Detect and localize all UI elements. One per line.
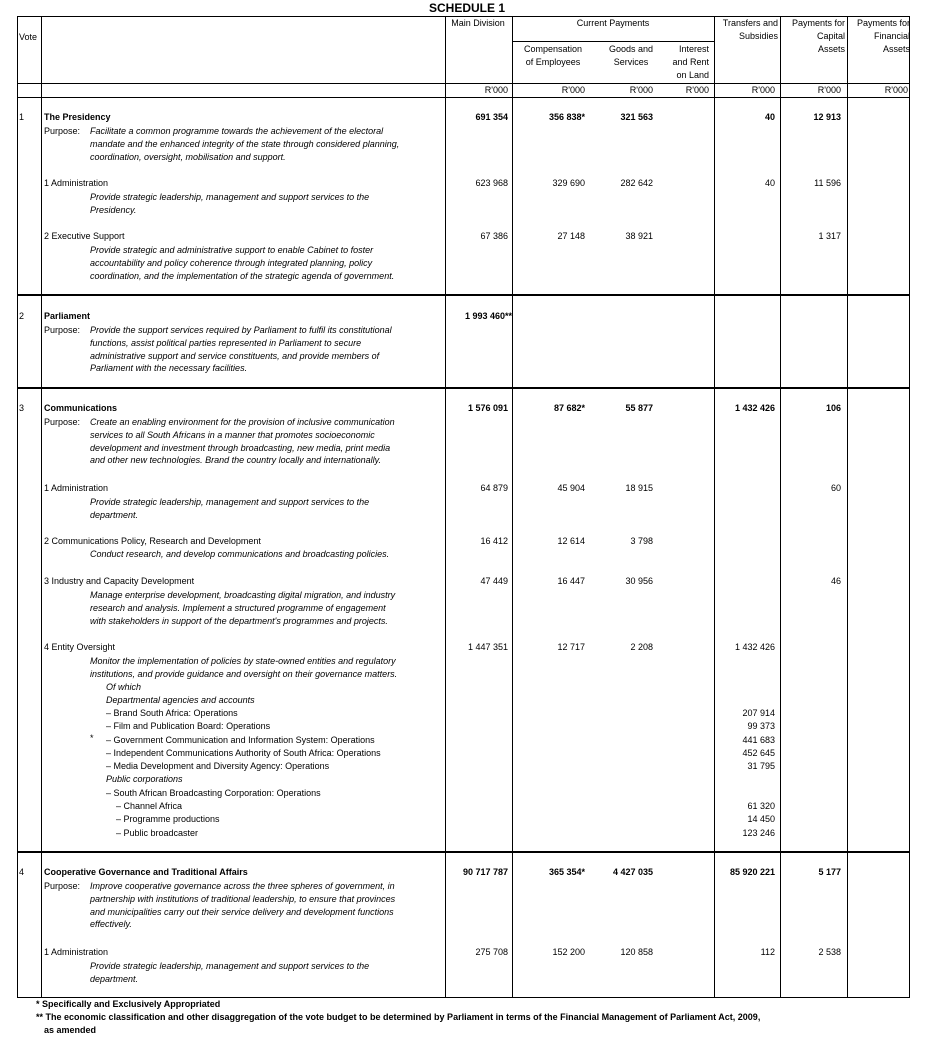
entity-value: 99 373: [747, 721, 775, 732]
compensation-header: Compensation: [523, 44, 583, 54]
capital-header: Capital: [816, 31, 845, 41]
programme-cap: 2 538: [818, 947, 841, 957]
programme-cap: 46: [830, 576, 841, 586]
interest-header: and Rent: [672, 57, 709, 67]
programme-main: 67 386: [480, 231, 508, 241]
pub-heading: Public corporations: [106, 774, 183, 784]
entity-label: – Channel Africa: [116, 801, 183, 811]
programme-desc: coordination, and the implementation of the strategic agenda of government.: [90, 270, 395, 281]
entity-value: 61 320: [747, 801, 775, 811]
programme-goods: 30 956: [625, 576, 653, 586]
programme-main: 623 968: [475, 178, 508, 188]
programme-desc: Provide strategic leadership, management and support services to the: [90, 961, 370, 971]
financial-header: Financial: [873, 31, 910, 41]
entity-value: 452 645: [742, 747, 775, 758]
purpose-text: Facilitate a common programme towards the achievement of the electoral: [90, 126, 384, 136]
vote-name: Communications: [44, 403, 118, 413]
entity-value: 441 683: [742, 734, 775, 745]
purpose-label: Purpose:: [44, 126, 81, 136]
vote-1-comp: 356 838*: [548, 112, 585, 122]
purpose-text: coordination, oversight, mobilisation and support.: [90, 151, 286, 162]
programme-comp: 27 148: [557, 231, 585, 241]
programme-comp: 152 200: [552, 947, 585, 957]
vote-1-goods: 321 563: [620, 112, 653, 122]
vote-1-cap: 12 913: [813, 112, 841, 122]
purpose-text: Create an enabling environment for the provision of inclusive communication: [90, 417, 395, 427]
purpose-text: administrative support and service constituents, and provide members of: [90, 350, 380, 361]
capital-header: Payments for: [791, 18, 845, 28]
unit-label: R'000: [884, 85, 908, 95]
purpose-text: effectively.: [90, 919, 132, 930]
entity-value: 123 246: [742, 827, 775, 838]
programme-trans: 1 432 426: [734, 642, 775, 652]
programme-name: 4 Entity Oversight: [44, 642, 116, 652]
unit-label: R'000: [751, 85, 775, 95]
unit-label: R'000: [629, 85, 653, 95]
footnote-1: * Specifically and Exclusively Appropriated: [36, 999, 221, 1009]
entity-value: 14 450: [747, 814, 775, 825]
entity-label: – Independent Communications Authority of South Africa: Operations: [106, 747, 381, 758]
purpose-text: services to all South Africans in a manner that promotes socioeconomic: [90, 429, 375, 440]
entity-label: – Brand South Africa: Operations: [106, 708, 238, 718]
purpose-text: partnership with institutions of traditional leadership, to ensure that provinces: [90, 893, 396, 904]
programme-goods: 2 208: [630, 642, 653, 652]
programme-desc: Provide strategic leadership, management and support services to the: [90, 497, 370, 507]
programme-desc: with stakeholders in support of the department's programmes and projects.: [90, 615, 388, 626]
programme-main: 16 412: [480, 536, 508, 546]
programme-desc: Provide strategic leadership, management and support services to the: [90, 192, 370, 202]
programme-goods: 18 915: [625, 483, 653, 493]
purpose-label: Purpose:: [44, 325, 81, 335]
purpose-text: and municipalities carry out their service delivery and development functions: [90, 906, 394, 917]
programme-desc: Presidency.: [90, 204, 137, 215]
unit-label: R'000: [817, 85, 841, 95]
compensation-header: of Employees: [525, 57, 581, 67]
programme-comp: 16 447: [557, 576, 585, 586]
purpose-label: Purpose:: [44, 417, 81, 427]
programme-comp: 12 717: [557, 642, 585, 652]
vote-1-trans: 40: [764, 112, 775, 122]
programme-desc: Manage enterprise development, broadcasting digital migration, and industry: [90, 590, 396, 600]
purpose-text: mandate and the enhanced integrity of the state through considered planning,: [90, 138, 400, 149]
purpose-text: and other new technologies. Brand the country locally and internationally.: [90, 455, 382, 466]
financial-header: Payments for: [856, 18, 910, 28]
vote-name: Parliament: [44, 311, 91, 321]
vote-3-cap: 106: [825, 403, 841, 413]
vote-name: Cooperative Governance and Traditional Affairs: [44, 867, 248, 877]
interest-header: Interest: [678, 44, 709, 54]
entity-value: 207 914: [742, 708, 775, 718]
programme-cap: 60: [830, 483, 841, 493]
programme-desc: accountability and policy coherence through integrated planning, policy: [90, 257, 373, 268]
programme-name: 2 Communications Policy, Research and Development: [44, 536, 261, 546]
programme-desc: Monitor the implementation of policies by state-owned entities and regulatory: [90, 656, 396, 666]
programme-name: 1 Administration: [44, 178, 109, 188]
programme-desc: department.: [90, 973, 139, 984]
programme-name: 1 Administration: [44, 483, 109, 493]
programme-trans: 112: [760, 947, 775, 957]
programme-goods: 3 798: [630, 536, 653, 546]
dept-heading: Departmental agencies and accounts: [106, 695, 255, 705]
vote-3-main: 1 576 091: [467, 403, 508, 413]
programme-main: 47 449: [480, 576, 508, 586]
purpose-text: Improve cooperative governance across the three spheres of government, in: [90, 881, 395, 891]
programme-trans: 40: [764, 178, 775, 188]
financial-header: Assets: [882, 44, 910, 54]
purpose-text: development and investment through broadcasting, new media, print media: [90, 442, 391, 453]
transfers-header: Transfers and: [722, 18, 778, 28]
programme-goods: 38 921: [625, 231, 653, 241]
vote-number: 4: [19, 867, 25, 877]
vote-4-cap: 5 177: [818, 867, 841, 877]
programme-desc: institutions, and provide guidance and oversight on their governance matters.: [90, 668, 398, 679]
entity-label: – Public broadcaster: [116, 827, 199, 838]
entity-label: – Film and Publication Board: Operations: [106, 721, 271, 732]
programme-name: 1 Administration: [44, 947, 109, 957]
programme-goods: 282 642: [620, 178, 653, 188]
vote-number: 1: [19, 112, 25, 122]
vote-3-goods: 55 877: [625, 403, 653, 413]
vote-number: 2: [19, 311, 25, 321]
current-payments-header: Current Payments: [576, 18, 650, 28]
entity-label: – Programme productions: [116, 814, 220, 825]
of-which-label: Of which: [106, 682, 142, 692]
vote-3-trans: 1 432 426: [734, 403, 775, 413]
vote-1-main: 691 354: [475, 112, 508, 122]
footnote-2: ** The economic classification and other disaggregation of the vote budget to be determined by Parliament in terms of the Financial Management of Parliament Act, 2009,: [36, 1012, 761, 1022]
entity-mark: *: [90, 732, 94, 743]
footnote-2-cont: as amended: [44, 1025, 97, 1035]
vote-4-goods: 4 427 035: [612, 867, 653, 877]
programme-comp: 329 690: [552, 178, 585, 188]
goods-header: Services: [613, 57, 649, 67]
programme-main: 64 879: [480, 483, 508, 493]
programme-name: 3 Industry and Capacity Development: [44, 576, 195, 586]
main-division-header: Main Division: [451, 18, 505, 28]
entity-value: 31 795: [747, 761, 775, 772]
vote-number: 3: [19, 403, 25, 413]
entity-label: – South African Broadcasting Corporation: Operations: [106, 788, 321, 798]
purpose-text: Parliament with the necessary facilities.: [90, 363, 248, 374]
programme-desc: department.: [90, 509, 139, 520]
transfers-header: Subsidies: [738, 31, 778, 41]
vote-2-main: 1 993 460**: [464, 311, 512, 321]
programme-desc: Provide strategic and administrative support to enable Cabinet to foster: [90, 245, 374, 255]
programme-name: 2 Executive Support: [44, 231, 125, 241]
entity-label: – Media Development and Diversity Agency: Operations: [106, 761, 330, 772]
vote-4-trans: 85 920 221: [729, 867, 775, 877]
vote-4-comp: 365 354*: [548, 867, 585, 877]
vote-header: Vote: [19, 32, 38, 42]
programme-comp: 12 614: [557, 536, 585, 546]
purpose-text: functions, assist political parties represented in Parliament to secure: [90, 337, 362, 348]
programme-desc: Conduct research, and develop communications and broadcasting policies.: [90, 549, 390, 559]
unit-label: R'000: [561, 85, 585, 95]
entity-label: – Government Communication and Information System: Operations: [106, 734, 375, 745]
interest-header: on Land: [676, 70, 709, 80]
programme-goods: 120 858: [620, 947, 653, 957]
purpose-label: Purpose:: [44, 881, 81, 891]
vote-4-main: 90 717 787: [462, 867, 508, 877]
programme-main: 275 708: [475, 947, 508, 957]
purpose-text: Provide the support services required by Parliament to fulfil its constitutional: [90, 325, 392, 335]
capital-header: Assets: [817, 44, 845, 54]
programme-comp: 45 904: [557, 483, 585, 493]
schedule-title: SCHEDULE 1: [428, 1, 505, 15]
unit-label: R'000: [484, 85, 508, 95]
unit-label: R'000: [685, 85, 709, 95]
goods-header: Goods and: [608, 44, 654, 54]
programme-main: 1 447 351: [467, 642, 508, 652]
vote-name: The Presidency: [44, 112, 111, 122]
programme-cap: 11 596: [814, 178, 841, 188]
programme-desc: research and analysis. Implement a structured programme of engagement: [90, 602, 386, 613]
programme-cap: 1 317: [818, 231, 841, 241]
vote-3-comp: 87 682*: [553, 403, 585, 413]
